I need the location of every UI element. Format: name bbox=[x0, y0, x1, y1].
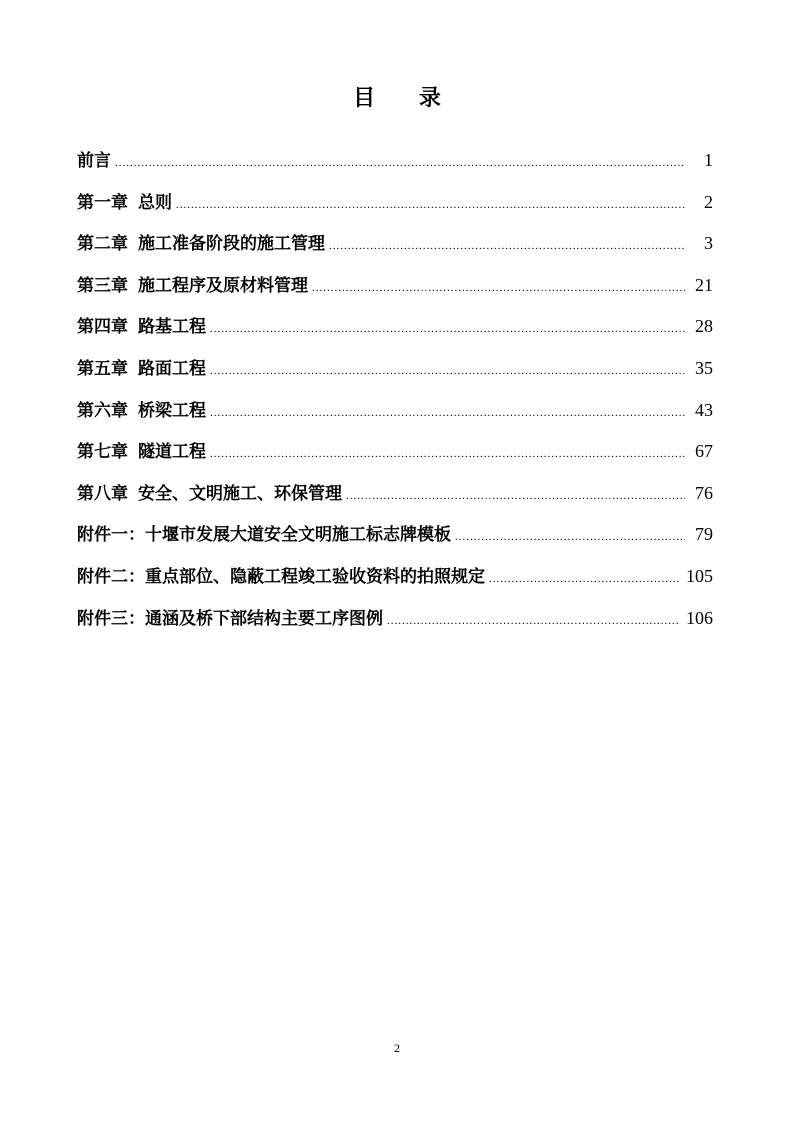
toc-entry[interactable] bbox=[77, 271, 713, 313]
toc-chapter-number: 第一章 bbox=[77, 192, 128, 213]
toc-chapter-title: 路基工程 bbox=[138, 317, 206, 338]
dot-leader bbox=[210, 315, 685, 343]
toc-chapter-title: 附件一：十堰市发展大道安全文明施工标志牌模板 bbox=[77, 525, 451, 546]
table-of-contents bbox=[77, 146, 713, 645]
toc-entry[interactable] bbox=[77, 396, 713, 438]
toc-chapter-title: 附件三：通涵及桥下部结构主要工序图例 bbox=[77, 608, 383, 629]
toc-page-number: 28 bbox=[695, 316, 713, 337]
toc-entry-label bbox=[77, 355, 206, 383]
dot-leader bbox=[387, 607, 680, 635]
dot-leader bbox=[176, 191, 685, 219]
toc-entry[interactable] bbox=[77, 562, 713, 604]
toc-chapter-number: 第五章 bbox=[77, 358, 128, 379]
toc-entry-label bbox=[77, 230, 325, 258]
toc-entry-label bbox=[77, 147, 111, 175]
dot-leader bbox=[210, 357, 685, 385]
toc-page-number: 105 bbox=[686, 565, 713, 586]
toc-page-number: 106 bbox=[686, 607, 713, 628]
dot-leader bbox=[455, 523, 685, 551]
toc-entry-label bbox=[77, 313, 206, 341]
toc-chapter-title: 施工程序及原材料管理 bbox=[138, 275, 308, 296]
dot-leader bbox=[210, 440, 685, 468]
toc-page-number: 35 bbox=[695, 357, 713, 378]
toc-chapter-title: 路面工程 bbox=[138, 358, 206, 379]
toc-page-number: 43 bbox=[695, 399, 713, 420]
toc-chapter-number: 第二章 bbox=[77, 234, 128, 255]
toc-entry[interactable] bbox=[77, 437, 713, 479]
toc-chapter-number: 第六章 bbox=[77, 400, 128, 421]
toc-chapter-title: 隧道工程 bbox=[138, 442, 206, 463]
toc-entry[interactable] bbox=[77, 312, 713, 354]
toc-chapter-title: 附件二：重点部位、隐蔽工程竣工验收资料的拍照规定 bbox=[77, 566, 485, 587]
toc-entry-label bbox=[77, 189, 172, 217]
footer-page-number: 2 bbox=[394, 1041, 400, 1055]
toc-page-number: 3 bbox=[704, 233, 713, 254]
toc-entry-label bbox=[77, 438, 206, 466]
toc-entry[interactable] bbox=[77, 479, 713, 521]
toc-entry-label bbox=[77, 521, 451, 549]
dot-leader bbox=[489, 565, 680, 593]
toc-page-number: 76 bbox=[695, 482, 713, 503]
toc-page-number: 79 bbox=[695, 524, 713, 545]
toc-chapter-number: 第七章 bbox=[77, 442, 128, 463]
toc-entry[interactable] bbox=[77, 188, 713, 230]
page-title: 目 录 bbox=[353, 86, 459, 111]
toc-page-number: 2 bbox=[704, 191, 713, 212]
dot-leader bbox=[210, 399, 685, 427]
toc-entry-label bbox=[77, 480, 342, 508]
dot-leader bbox=[312, 274, 685, 302]
toc-entry[interactable] bbox=[77, 229, 713, 271]
toc-page-number: 21 bbox=[695, 274, 713, 295]
toc-chapter-number: 第八章 bbox=[77, 483, 128, 504]
toc-entry-label bbox=[77, 272, 308, 300]
toc-entry-label bbox=[77, 605, 383, 633]
dot-leader bbox=[329, 232, 685, 260]
toc-chapter-number: 第三章 bbox=[77, 275, 128, 296]
toc-chapter-title: 前言 bbox=[77, 151, 111, 171]
toc-chapter-title: 施工准备阶段的施工管理 bbox=[138, 234, 325, 255]
toc-chapter-title: 总则 bbox=[138, 192, 172, 213]
dot-leader bbox=[346, 482, 685, 510]
toc-page-number: 67 bbox=[695, 441, 713, 462]
toc-entry-label bbox=[77, 397, 206, 425]
toc-entry[interactable] bbox=[77, 520, 713, 562]
toc-chapter-title: 桥梁工程 bbox=[138, 400, 206, 421]
toc-entry[interactable] bbox=[77, 604, 713, 646]
toc-entry-label bbox=[77, 563, 485, 591]
toc-entry[interactable] bbox=[77, 146, 713, 188]
toc-chapter-number: 第四章 bbox=[77, 317, 128, 338]
toc-page-number: 1 bbox=[704, 150, 713, 170]
toc-chapter-title: 安全、文明施工、环保管理 bbox=[138, 483, 342, 504]
dot-leader bbox=[115, 149, 685, 177]
toc-entry[interactable] bbox=[77, 354, 713, 396]
